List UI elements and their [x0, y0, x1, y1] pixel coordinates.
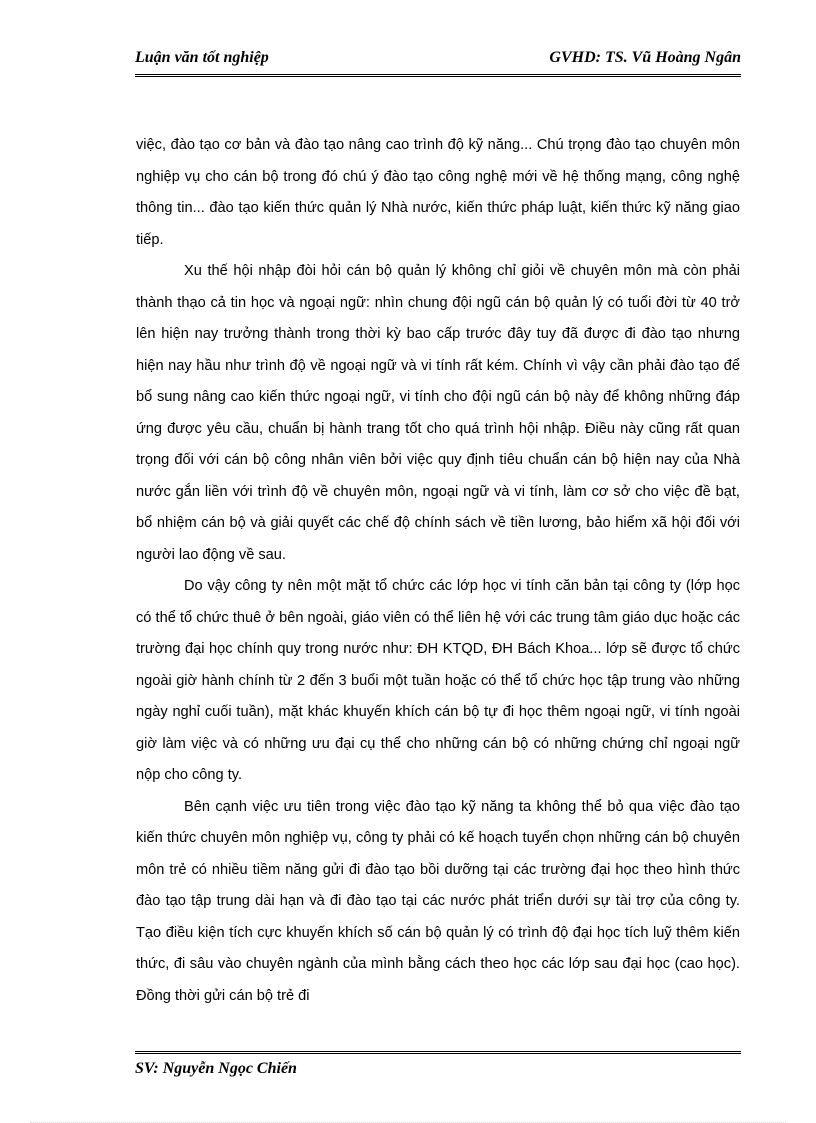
paragraph: Do vậy công ty nên một mặt tổ chức các lớp học vi tính căn bản tại công ty (lớp học có thể tổ chức thuê ở bên ngoài, giáo viên có thể liên hệ với các trung tâm giáo dục hoặc các trường đại học chính quy trong nước như: ĐH KTQD, ĐH Bách Khoa... lớp sẽ được tổ chức ngoài giờ hành chính từ 2 đến 3 buổi một tuần hoặc có thể tổ chức học tập trung vào những ngày nghỉ cuối tuần), mặt khác khuyến khích cán bộ tự đi học thêm ngoại ngữ, vi tính ngoài giờ làm việc và có những ưu đại cụ thể cho những cán bộ có những chứng chỉ ngoại ngữ nộp cho công ty.: [136, 578, 740, 783]
paragraph: Xu thế hội nhập đòi hỏi cán bộ quản lý không chỉ giỏi về chuyên môn mà còn phải thành thạo cả tin học và ngoại ngữ: nhìn chung đội ngũ cán bộ quản lý có tuổi đời từ 40 trở lên hiện nay trưởng thành trong thời kỳ bao cấp trước đây tuy đã được đi đào tạo nhưng hiện nay hầu như trình độ về ngoại ngữ và vi tính rất kém. Chính vì vậy cần phải đào tạo để bổ sung nâng cao kiến thức ngoại ngữ, vi tính cho đội ngũ cán bộ này để không những đáp ứng được yêu cầu, chuẩn bị hành trang tốt cho quá trình hội nhập. Điều này cũng rất quan trọng đối với cán bộ công nhân viên bởi việc quy định tiêu chuẩn cán bộ hiện nay của Nhà nước gắn liền với trình độ về chuyên môn, ngoại ngữ và vi tính, làm cơ sở cho việc đề bạt, bổ nhiệm cán bộ và giải quyết các chế độ chính sách về tiền lương, bảo hiểm xã hội đối với người lao động về sau.: [136, 263, 740, 563]
document-body: [136, 130, 740, 1012]
paragraph: Bên cạnh việc ưu tiên trong việc đào tạo kỹ năng ta không thể bỏ qua việc đào tạo kiến thức chuyên môn nghiệp vụ, công ty phải có kế hoạch tuyển chọn những cán bộ chuyên môn trẻ có nhiều tiềm năng gửi đi đào tạo bồi dưỡng tại các trường đại học theo hình thức đào tạo tập trung dài hạn và đi đào tạo tại các nước phát triển dưới sự tài trợ của công ty. Tạo điều kiện tích cực khuyến khích số cán bộ quản lý có trình độ đại học tích luỹ thêm kiến thức, đi sâu vào chuyên ngành của mình bằng cách theo học các lớp sau đại học (cao học). Đồng thời gửi cán bộ trẻ đi: [136, 798, 740, 1004]
thesis-title: Luận văn tốt nghiệp: [135, 49, 269, 66]
page-header: [135, 48, 741, 77]
paragraph-continuation: việc, đào tạo cơ bản và đào tạo nâng cao trình độ kỹ năng... Chú trọng đào tạo chuyên môn nghiệp vụ cho cán bộ trong đó chú ý đào tạo công nghệ mới về hệ thống mạng, công nghệ thông tin... đào tạo kiến thức quản lý Nhà nước, kiến thức pháp luật, kiến thức kỹ năng giao tiếp.: [136, 137, 740, 248]
supervisor-name: GVHD: TS. Vũ Hoàng Ngân: [549, 49, 741, 66]
page-footer: [135, 1051, 741, 1079]
student-name: SV: Nguyễn Ngọc Chiến: [135, 1060, 297, 1077]
